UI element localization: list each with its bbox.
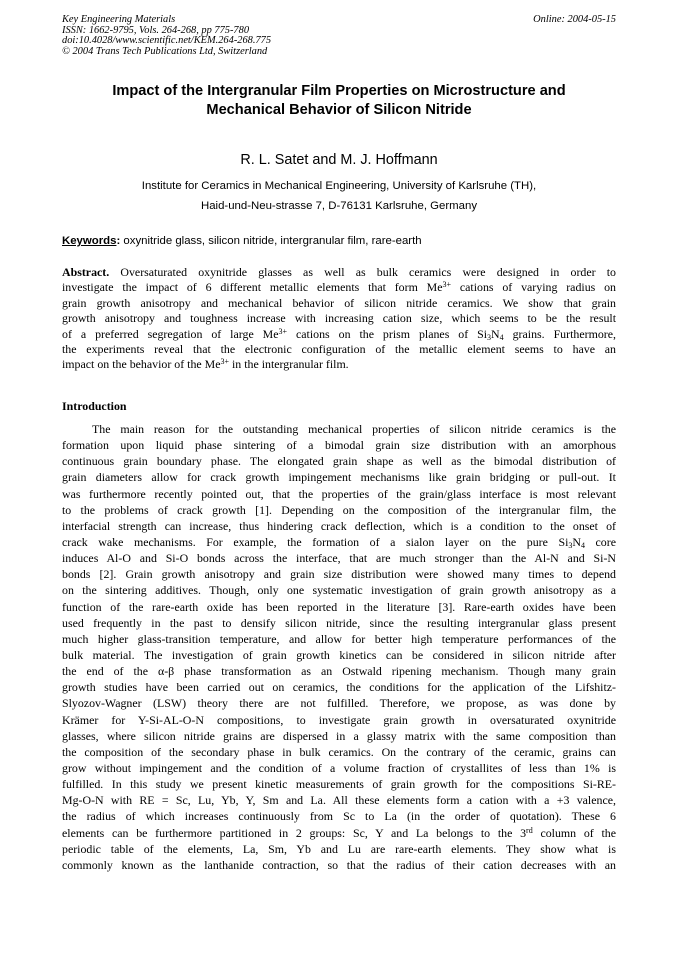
body-line: formation upon liquid phase sintering of a bimodal grain size distribution with an amorphous — [62, 438, 616, 453]
body-text: elements can be furthermore partitioned in 2 groups: Sc, Y and La belongs to the 3 — [62, 825, 527, 840]
abstract-text: cations of varying radius on — [451, 280, 616, 295]
body-line: commonly known as the lanthanide contraction, so that the radius of their cation decreases with an — [62, 857, 616, 872]
abstract-line — [62, 327, 616, 342]
copyright-line: © 2004 Trans Tech Publications Ltd, Switzerland — [62, 45, 268, 57]
abstract — [62, 265, 616, 373]
body-line: function of the rare-earth oxide has been reported in the literature [3]. Rare-earth oxides have been — [62, 599, 616, 614]
author-list: R. L. Satet and M. J. Hoffmann — [240, 152, 438, 168]
abstract-text: investigate the impact of 6 different metallic elements that form Me — [62, 280, 443, 295]
body-line: the end of the α-β phase transformation as an Ostwald ripening mechanism. Though many grain — [62, 664, 616, 679]
keywords-colon: : — [116, 235, 121, 247]
body-line: Slyozov-Wagner (LSW) theory there are not fulfilled. Therefore, we propose, as was done by — [62, 696, 616, 711]
body-line: used frequently in the past to densify silicon nitride, since the resulting intergranular glass present — [62, 615, 616, 630]
body-line: the radius of which increases continuously from Sc to La (in the order of quotation). These 6 — [62, 809, 616, 824]
body-line: the composition of the secondary phase in bulk ceramics. On the contrary of the ceramic, grains can — [62, 744, 616, 759]
introduction-body — [62, 421, 616, 873]
body-line: periodic table of the elements, La, Sm, Yb and Lu are rare-earth elements. They show what is — [62, 841, 616, 856]
section-heading-introduction: Introduction — [62, 399, 127, 413]
abstract-text: Oversaturated oxynitride glasses as well as bulk ceramics were designed in order to — [109, 265, 616, 279]
subscript: 4 — [580, 540, 585, 550]
subscript: 3 — [568, 540, 573, 550]
journal-name: Key Engineering Materials — [62, 14, 176, 25]
body-line: bulk material. The investigation of grain growth kinetics can be considered in silicon nitride after — [62, 647, 616, 662]
body-line: to the problems of crack growth [1]. Depending on the composition of the intergranular film, the — [62, 502, 616, 517]
abstract-label: Abstract. — [62, 265, 110, 279]
body-line: The main reason for the outstanding mechanical properties of silicon nitride ceramics is the — [92, 422, 616, 436]
body-line: fulfilled. In this study we present kinetic measurements of grain growth for the compositions Si-RE- — [62, 777, 616, 792]
title-line-2: Mechanical Behavior of Silicon Nitride — [206, 102, 472, 118]
affiliation-line-1: Institute for Ceramics in Mechanical Engineering, University of Karlsruhe (TH), — [141, 180, 537, 192]
keywords-label: Keywords — [62, 235, 117, 247]
online-date: Online: 2004-05-15 — [533, 14, 616, 25]
body-line: continuous grain boundary phase. The elongated grain shape as well as the bimodal distribution of — [62, 454, 616, 469]
body-line: grow without impingement and the condition of a volume fraction of crystallites of less than 1% is — [62, 760, 616, 775]
body-line: on the sintering additives. Though, only one systematic investigation of grain growth anisotropy as a — [62, 583, 616, 598]
issn-line: ISSN: 1662-9795, Vols. 264-268, pp 775-780 — [62, 24, 250, 36]
subscript: 3 — [487, 332, 492, 342]
body-text: column of the — [532, 825, 616, 840]
abstract-line — [62, 265, 616, 280]
affiliation-line-2: Haid-und-Neu-strasse 7, D-76131 Karlsruhe, Germany — [200, 200, 478, 212]
abstract-text: impact on the behavior of the Me — [62, 357, 221, 372]
body-text: crack wake mechanisms. For example, the formation of a sialon layer on the pure Si — [62, 534, 569, 549]
abstract-text: in the intergranular film. — [229, 357, 349, 372]
superscript: 3+ — [220, 357, 230, 367]
journal-header — [62, 15, 271, 57]
body-text: core — [584, 534, 616, 549]
abstract-line — [62, 357, 616, 372]
body-line: much higher glass-transition temperature, and allow for better high temperature performances of the — [62, 631, 616, 646]
body-line — [62, 825, 616, 841]
keywords — [62, 234, 616, 249]
abstract-line: grain growth anisotropy and mechanical behavior of silicon nitride ceramics. We show that grain — [62, 295, 616, 310]
abstract-text: N — [491, 326, 500, 341]
title-line-1: Impact of the Intergranular Film Properties on Microstructure and — [112, 83, 566, 99]
body-line: induces Al-O and Si-O bonds across the interface, that are much stronger than the Al-N and Si-N — [62, 551, 616, 566]
abstract-text: of a preferred segregation of large Me — [62, 326, 279, 341]
body-line: interfacial strength can increase, thus hindering crack deflection, which is a condition to the onset of — [62, 518, 616, 533]
subscript: 4 — [499, 332, 504, 342]
body-line: growth studies have been carried out on ceramics, the conditions for the application of the Lifshitz- — [62, 680, 616, 695]
affiliation — [62, 176, 616, 216]
superscript: 3+ — [278, 326, 288, 336]
abstract-text: cations on the prism planes of Si — [287, 326, 488, 341]
superscript: 3+ — [442, 280, 452, 290]
body-text: N — [572, 534, 581, 549]
paper-title — [62, 82, 616, 120]
body-line: grain diameters allow for crack growth impingement mechanisms like grain bridging or pull-out. It — [62, 470, 616, 485]
body-line: was furthermore recently pointed out, that the properties of the grain/glass interface is most relevant — [62, 486, 616, 501]
body-line — [62, 534, 616, 550]
body-line: bonds [2]. Grain growth anisotropy and grain size distribution were showed many times to depend — [62, 567, 616, 582]
body-line: Mg-O-N with RE = Sc, Lu, Yb, Y, Sm and La. All these elements form a cation with a +3 valence, — [62, 793, 616, 808]
body-line: Krämer for Y-Si-AL-O-N compositions, to investigate grain growth in oversaturated oxynitride — [62, 712, 616, 727]
abstract-text: grains. Furthermore, — [503, 326, 616, 341]
body-line: glasses, where silicon nitride grains are dispersed in a glassy matrix with the same composition than — [62, 728, 616, 743]
superscript: rd — [526, 825, 533, 835]
abstract-line: growth anisotropy and toughness increase with increasing cation size, which seems to be the result — [62, 311, 616, 326]
abstract-line — [62, 280, 616, 295]
abstract-line: the experiments reveal that the electronic configuration of the metallic element seems to have an — [62, 341, 616, 356]
keywords-text: oxynitride glass, silicon nitride, intergranular film, rare-earth — [120, 235, 422, 247]
doi-line[interactable]: doi:10.4028/www.scientific.net/KEM.264-268.775 — [62, 35, 272, 47]
